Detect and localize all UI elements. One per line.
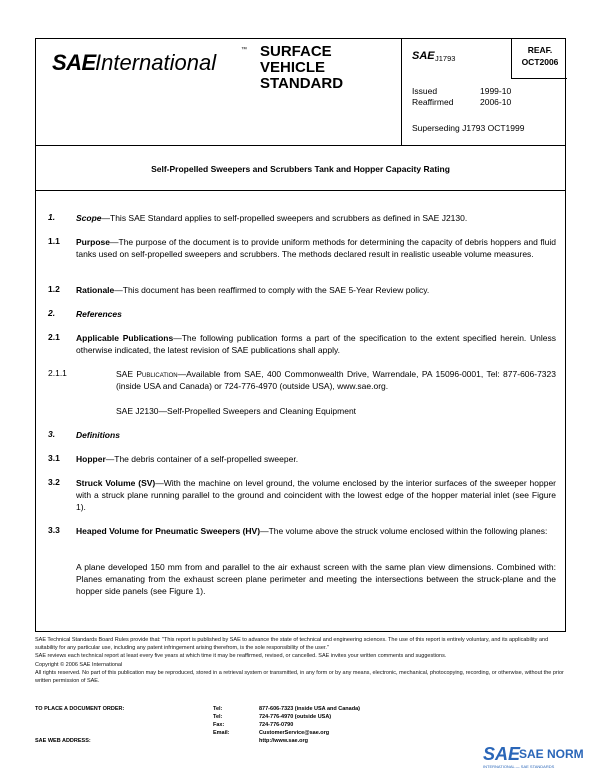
footer-rights: All rights reserved. No part of this publication may be reproduced, stored in a retrieval system or transmitted, in any form or by any means, electronic, mechanical, photocopying, recording, or otherwise, without the prior written permission of SAE.	[35, 670, 564, 684]
section-heading: SAE Publication	[116, 369, 178, 379]
section-text: —This document has been reaffirmed to comply with the SAE 5-Year Review policy.	[114, 285, 430, 295]
logo-sae-text: SAE	[52, 50, 96, 75]
section-rationale	[76, 284, 556, 296]
section-purpose	[76, 236, 556, 260]
section-number: 2.1	[48, 332, 60, 342]
standard-line-3: STANDARD	[260, 75, 344, 92]
section-references-heading: References	[76, 309, 122, 319]
section-heading: Applicable Publications	[76, 333, 174, 343]
section-heading: Scope	[76, 213, 102, 223]
title-row	[36, 146, 565, 191]
brand-subtitle: INTERNATIONAL — SAE STANDARDS	[483, 764, 555, 769]
standard-line-2: VEHICLE	[260, 59, 326, 76]
section-number: 3.3	[48, 525, 60, 535]
reaffirmed-label: Reaffirmed	[412, 97, 454, 107]
reaffirmation-box	[511, 39, 567, 79]
issued-value: 1999-10	[480, 86, 512, 96]
heaped-volume-description: A plane developed 150 mm from and parallel to the air exhaust screen with the same plan view dimensions. Combined with: Planes emanating from the exhaust screen plane perimeter and meeting the intersections between the struck-plane and the hopper side panels (see Figure 1).	[76, 562, 556, 596]
document-title: Self-Propelled Sweepers and Scrubbers Tank and Hopper Capacity Rating	[151, 164, 450, 174]
section-number: 1.2	[48, 284, 60, 294]
section-heading: Heaped Volume for Pneumatic Sweepers (HV)	[76, 526, 261, 536]
section-text: —Available from SAE, 400 Commonwealth Drive, Warrendale, PA 15096-0001, Tel: 877-606-7323 (inside USA and Canada) or 724-776-4970 (outside USA), www.sae.org.	[116, 369, 556, 391]
sae-international-logo	[36, 39, 260, 146]
footer-rules: SAE Technical Standards Board Rules provide that: "This report is published by SAE to advance the state of technical and engineering sciences. The use of this report is entirely voluntary, and its applicability and suitability for any particular use, including any patent infringement arising therefrom, is the sole responsibility of the user."	[35, 637, 549, 651]
document-frame	[35, 38, 566, 632]
section-heading: Hopper	[76, 454, 106, 464]
contact-key: Email:	[213, 730, 230, 736]
section-text: —The purpose of the document is to provide uniform methods for determining the capacity of debris hoppers and fluid tanks used on self-propelled sweepers and scrubbers. The methods declared result in realistic useable volume measures.	[76, 237, 556, 259]
section-text: —With the machine on level ground, the volume enclosed by the interior surfaces of the sweeper hopper with a struck plane running parallel to the ground and coincident with the lowest edge of the hopper material inlet (see Figure 1).	[76, 478, 556, 512]
contact-value: 877-606-7323 (inside USA and Canada)	[259, 706, 360, 712]
section-number: 2.1.1	[48, 368, 67, 378]
logo-trademark: ™	[241, 47, 247, 53]
section-text: —The volume above the struck volume enclosed within the following planes:	[260, 526, 548, 536]
contact-key: Tel:	[213, 706, 223, 712]
contact-email-link[interactable]: CustomerService@sae.org	[259, 730, 330, 736]
section-number: 1.1	[48, 236, 60, 246]
contact-key: Fax:	[213, 722, 225, 728]
section-number: 3.2	[48, 477, 60, 487]
standard-line-1: SURFACE	[260, 43, 332, 60]
section-number: 1.	[48, 212, 56, 222]
footer-notices	[35, 637, 566, 686]
superseding-text: Superseding J1793 OCT1999	[412, 123, 525, 133]
section-number: 3.	[48, 429, 56, 439]
section-heading: Rationale	[76, 285, 115, 295]
section-number: 3.1	[48, 453, 60, 463]
section-scope	[76, 212, 556, 224]
brand-sae-logo: SAE	[483, 744, 521, 764]
contact-value: 724-776-4970 (outside USA)	[259, 714, 332, 720]
reference-j2130: SAE J2130—Self-Propelled Sweepers and Cleaning Equipment	[116, 406, 357, 416]
brand-norm-text: SAE NORM	[519, 747, 584, 761]
section-applicable-publications	[76, 332, 556, 356]
section-hopper	[76, 453, 556, 465]
contact-value: 724-776-0790	[259, 722, 294, 728]
doc-prefix: SAE	[412, 50, 435, 62]
footer-review: SAE reviews each technical report at least every five years at which time it may be reaffirmed, revised, or cancelled. SAE invites your written comments and suggestions.	[35, 653, 447, 659]
section-number: 2.	[48, 308, 56, 318]
section-text: —The debris container of a self-propelled sweeper.	[105, 454, 299, 464]
section-heaped-volume	[76, 525, 556, 537]
doc-number: J1793	[435, 54, 456, 63]
contact-key: Tel:	[213, 714, 223, 720]
reaf-date: OCT2006	[521, 57, 559, 67]
reaf-label: REAF.	[527, 45, 553, 55]
logo-international-text: International	[95, 50, 217, 75]
web-label: SAE WEB ADDRESS:	[35, 738, 91, 744]
section-text: —This SAE Standard applies to self-propelled sweepers and scrubbers as defined in SAE J2130.	[101, 213, 468, 223]
section-definitions-heading: Definitions	[76, 430, 120, 440]
section-sae-publication	[116, 368, 556, 392]
reaffirmed-value: 2006-10	[480, 97, 512, 107]
section-struck-volume	[76, 477, 556, 513]
issued-label: Issued	[412, 86, 438, 96]
footer-copyright: Copyright © 2006 SAE International	[35, 661, 123, 668]
section-heading: Struck Volume (SV)	[76, 478, 156, 488]
section-heading: Purpose	[76, 237, 111, 247]
order-label: TO PLACE A DOCUMENT ORDER:	[35, 706, 125, 712]
section-text: —The following publication forms a part of the specification to the extent specified herein. Unless otherwise indicated, the latest revision of SAE publications shall apply.	[76, 333, 556, 355]
header	[36, 39, 565, 146]
web-address-link[interactable]: http://www.sae.org	[259, 738, 308, 744]
